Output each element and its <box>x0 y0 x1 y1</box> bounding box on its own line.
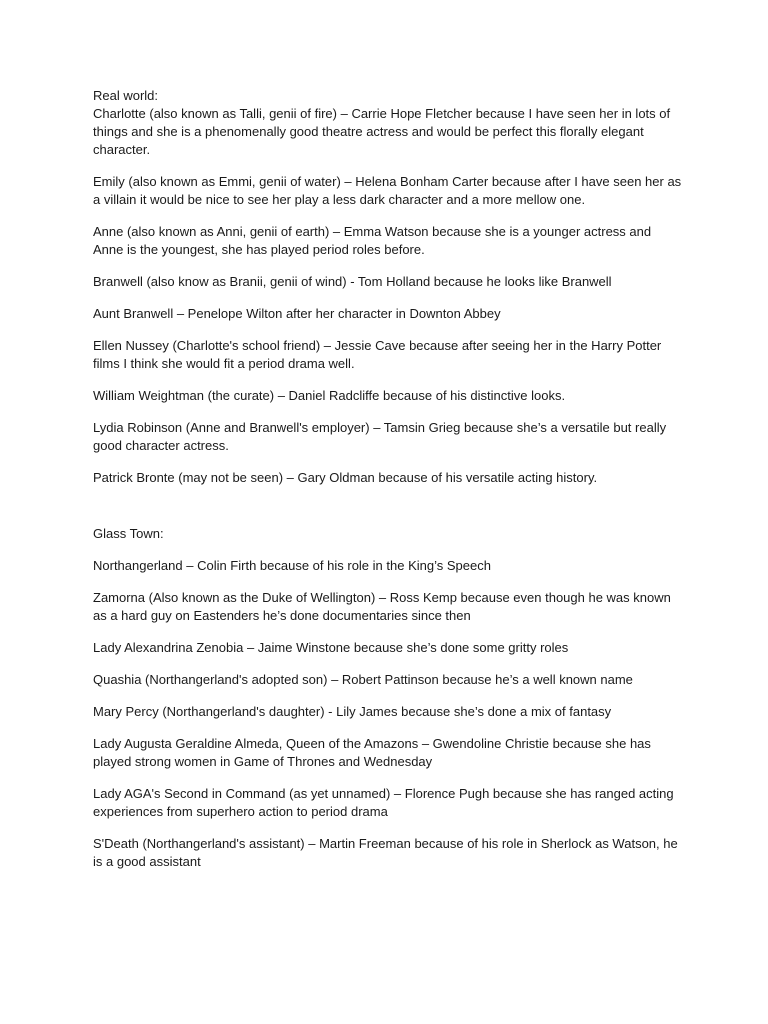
section-heading-real-world: Real world: <box>93 88 159 103</box>
cast-entry-charlotte: Charlotte (also known as Talli, genii of fire) – Carrie Hope Fletcher because I have seen her in lots of things and she is a phenomenally good theatre actress and would be perfect this florally elegant character. <box>93 106 671 157</box>
cast-entry-northangerland: Northangerland – Colin Firth because of his role in the King’s Speech <box>93 558 491 573</box>
cast-entry-sdeath: S'Death (Northangerland's assistant) – Martin Freeman because of his role in Sherlock as Watson, he is a good assistant <box>93 836 678 869</box>
cast-entry-mary-percy: Mary Percy (Northangerland's daughter) - Lily James because she’s done a mix of fantasy <box>93 704 612 719</box>
cast-entry-anne: Anne (also known as Anni, genii of earth) – Emma Watson because she is a younger actress and Anne is the youngest, she has played period roles before. <box>93 224 652 257</box>
cast-entry-quashia: Quashia (Northangerland's adopted son) – Robert Pattinson because he’s a well known name <box>93 672 633 687</box>
cast-entry-lady-zenobia: Lady Alexandrina Zenobia – Jaime Winstone because she’s done some gritty roles <box>93 640 569 655</box>
section-heading-glass-town: Glass Town: <box>93 526 164 541</box>
cast-entry-lydia-robinson: Lydia Robinson (Anne and Branwell's employer) – Tamsin Grieg because she’s a versatile but really good character actress. <box>93 420 667 453</box>
cast-entry-zamorna: Zamorna (Also known as the Duke of Wellington) – Ross Kemp because even though he was known as a hard guy on Eastenders he’s done documentaries since then <box>93 590 671 623</box>
document-page <box>93 87 683 885</box>
section-spacer <box>93 501 683 525</box>
cast-entry-patrick-bronte: Patrick Bronte (may not be seen) – Gary Oldman because of his versatile acting history. <box>93 470 598 485</box>
cast-entry-branwell: Branwell (also know as Branii, genii of wind) - Tom Holland because he looks like Branwell <box>93 274 612 289</box>
cast-entry-william-weightman: William Weightman (the curate) – Daniel Radcliffe because of his distinctive looks. <box>93 388 566 403</box>
cast-entry-lady-aga: Lady Augusta Geraldine Almeda, Queen of the Amazons – Gwendoline Christie because she has played strong women in Game of Thrones and Wednesday <box>93 736 651 769</box>
cast-entry-aga-second-in-command: Lady AGA's Second in Command (as yet unnamed) – Florence Pugh because she has ranged acting experiences from superhero action to period drama <box>93 786 674 819</box>
cast-entry-ellen-nussey: Ellen Nussey (Charlotte's school friend) – Jessie Cave because after seeing her in the Harry Potter films I think she would fit a period drama well. <box>93 338 662 371</box>
cast-entry-emily: Emily (also known as Emmi, genii of water) – Helena Bonham Carter because after I have seen her as a villain it would be nice to see her play a less dark character and a more mellow one. <box>93 174 682 207</box>
cast-entry-aunt-branwell: Aunt Branwell – Penelope Wilton after her character in Downton Abbey <box>93 306 501 321</box>
